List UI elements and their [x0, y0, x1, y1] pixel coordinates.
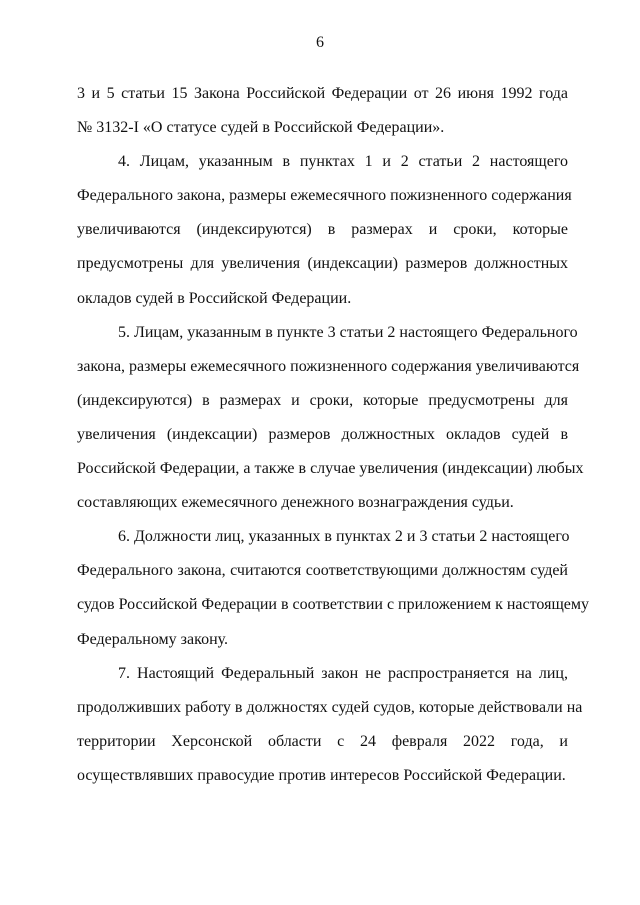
text-line: 3 и 5 статьи 15 Закона Российской Федерации от 26 июня 1992 года — [77, 85, 568, 102]
text-line: 5. Лицам, указанным в пункте 3 статьи 2 настоящего Федерального — [118, 323, 578, 341]
text-line: судов Российской Федерации в соответствии с приложением к настоящему — [77, 596, 589, 614]
text-line: увеличения (индексации) размеров должностных окладов судей в — [77, 425, 568, 443]
text-line: 4. Лицам, указанным в пунктах 1 и 2 статьи 2 настоящего — [118, 153, 568, 171]
text-line: Российской Федерации, а также в случае увеличения (индексации) любых — [77, 460, 584, 478]
paragraph-item-6 — [77, 520, 589, 656]
text-line: окладов судей в Российской Федерации. — [77, 289, 352, 307]
text-line: закона, размеры ежемесячного пожизненного содержания увеличиваются — [77, 357, 580, 375]
text-line: (индексируются) в размерах и сроки, которые предусмотрены для — [77, 391, 568, 409]
paragraph-item-7 — [77, 657, 583, 793]
text-line: 7. Настоящий Федеральный закон не распространяется на лиц, — [118, 664, 568, 682]
text-line: увеличиваются (индексируются) в размерах и сроки, которые — [77, 221, 568, 239]
text-line: продолживших работу в должностях судей судов, которые действовали на — [77, 698, 583, 716]
paragraph-item-4 — [77, 145, 572, 315]
text-line: Федеральному закону. — [77, 630, 229, 648]
text-line: осуществлявших правосудие против интересов Российской Федерации. — [77, 766, 566, 784]
text-line: Федерального закона, размеры ежемесячного пожизненного содержания — [77, 187, 572, 205]
text-line: Федерального закона, считаются соответствующими должностям судей — [77, 562, 568, 580]
paragraph-continuation — [77, 77, 568, 145]
text-line: территории Херсонской области с 24 февраля 2022 года, и — [77, 732, 568, 750]
text-line: предусмотрены для увеличения (индексации) размеров должностных — [77, 255, 568, 273]
text-line: 6. Должности лиц, указанных в пунктах 2 и 3 статьи 2 настоящего — [118, 528, 570, 546]
document-body — [77, 77, 589, 793]
text-line: № 3132-I «О статусе судей в Российской Федерации». — [77, 119, 445, 137]
paragraph-item-5 — [77, 316, 584, 521]
page-number: 6 — [316, 34, 324, 51]
text-line: составляющих ежемесячного денежного вознаграждения судьи. — [77, 494, 514, 512]
